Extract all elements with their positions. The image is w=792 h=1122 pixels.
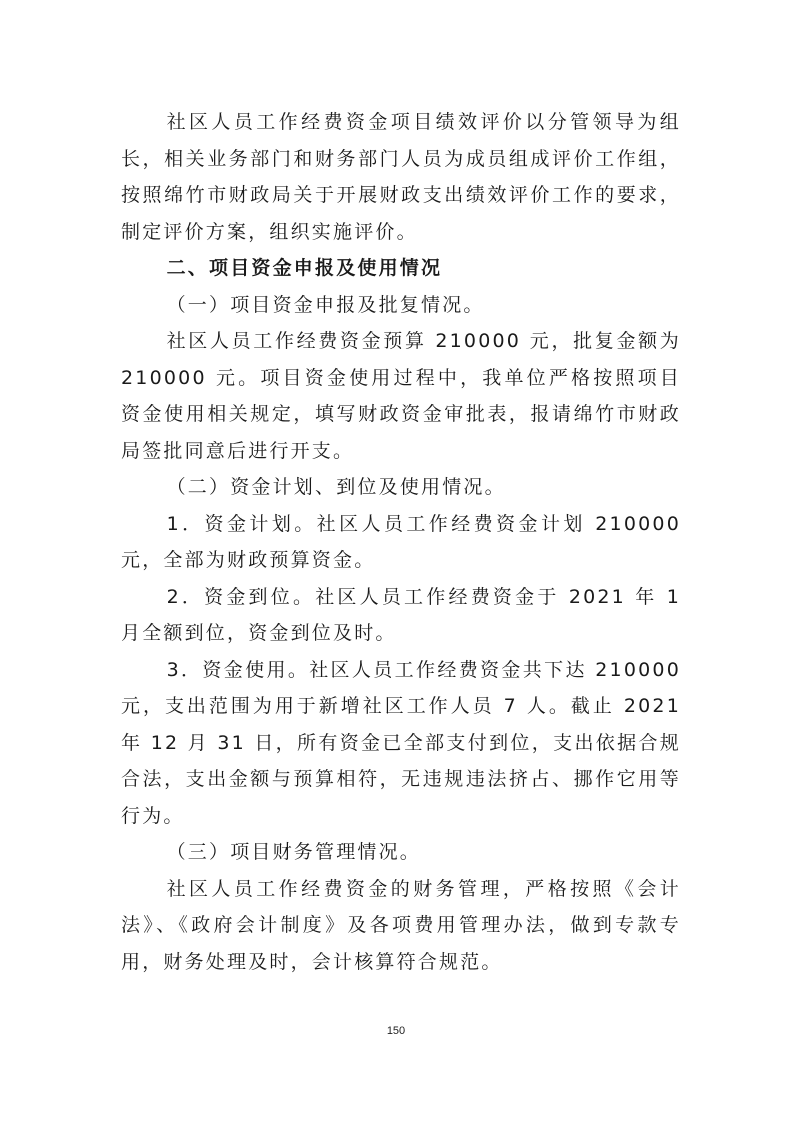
paragraph-evaluation-organization: 社区人员工作经费资金项目绩效评价以分管领导为组长，相关业务部门和财务部门人员为成员组成评价工作组，按照绵竹市财政局关于开展财政支出绩效评价工作的要求，制定评价方案，组织实施评价。 bbox=[121, 111, 681, 243]
paragraph-fund-arrival: 2．资金到位。社区人员工作经费资金于 2021 年 1 月全额到位，资金到位及时。 bbox=[121, 585, 681, 644]
document-body bbox=[121, 104, 681, 980]
page-number: 150 bbox=[386, 1025, 406, 1037]
subheading-fund-plan-usage: （二）资金计划、到位及使用情况。 bbox=[166, 476, 506, 498]
paragraph-budget-approval: 社区人员工作经费资金预算 210000 元，批复金额为 210000 元。项目资金使用过程中，我单位严格按照项目资金使用相关规定，填写财政资金审批表，报请绵竹市财政局签批同意后进行开支。 bbox=[121, 330, 681, 462]
paragraph-fund-usage: 3．资金使用。社区人员工作经费资金共下达 210000 元，支出范围为用于新增社区工作人员 7 人。截止 2021 年 12 月 31 日，所有资金已全部支付到位，支出依据合规合法，支出金额与预算相符，无违规违法挤占、挪作它用等行为。 bbox=[121, 658, 681, 827]
paragraph-financial-management: 社区人员工作经费资金的财务管理，严格按照《会计法》、《政府会计制度》及各项费用管理办法，做到专款专用，财务处理及时，会计核算符合规范。 bbox=[121, 877, 681, 973]
subheading-financial-management: （三）项目财务管理情况。 bbox=[166, 841, 421, 863]
section-heading-fund-application: 二、项目资金申报及使用情况 bbox=[166, 257, 443, 279]
subheading-application-approval: （一）项目资金申报及批复情况。 bbox=[166, 293, 485, 316]
paragraph-fund-plan: 1．资金计划。社区人员工作经费资金计划 210000 元，全部为财政预算资金。 bbox=[121, 512, 681, 571]
